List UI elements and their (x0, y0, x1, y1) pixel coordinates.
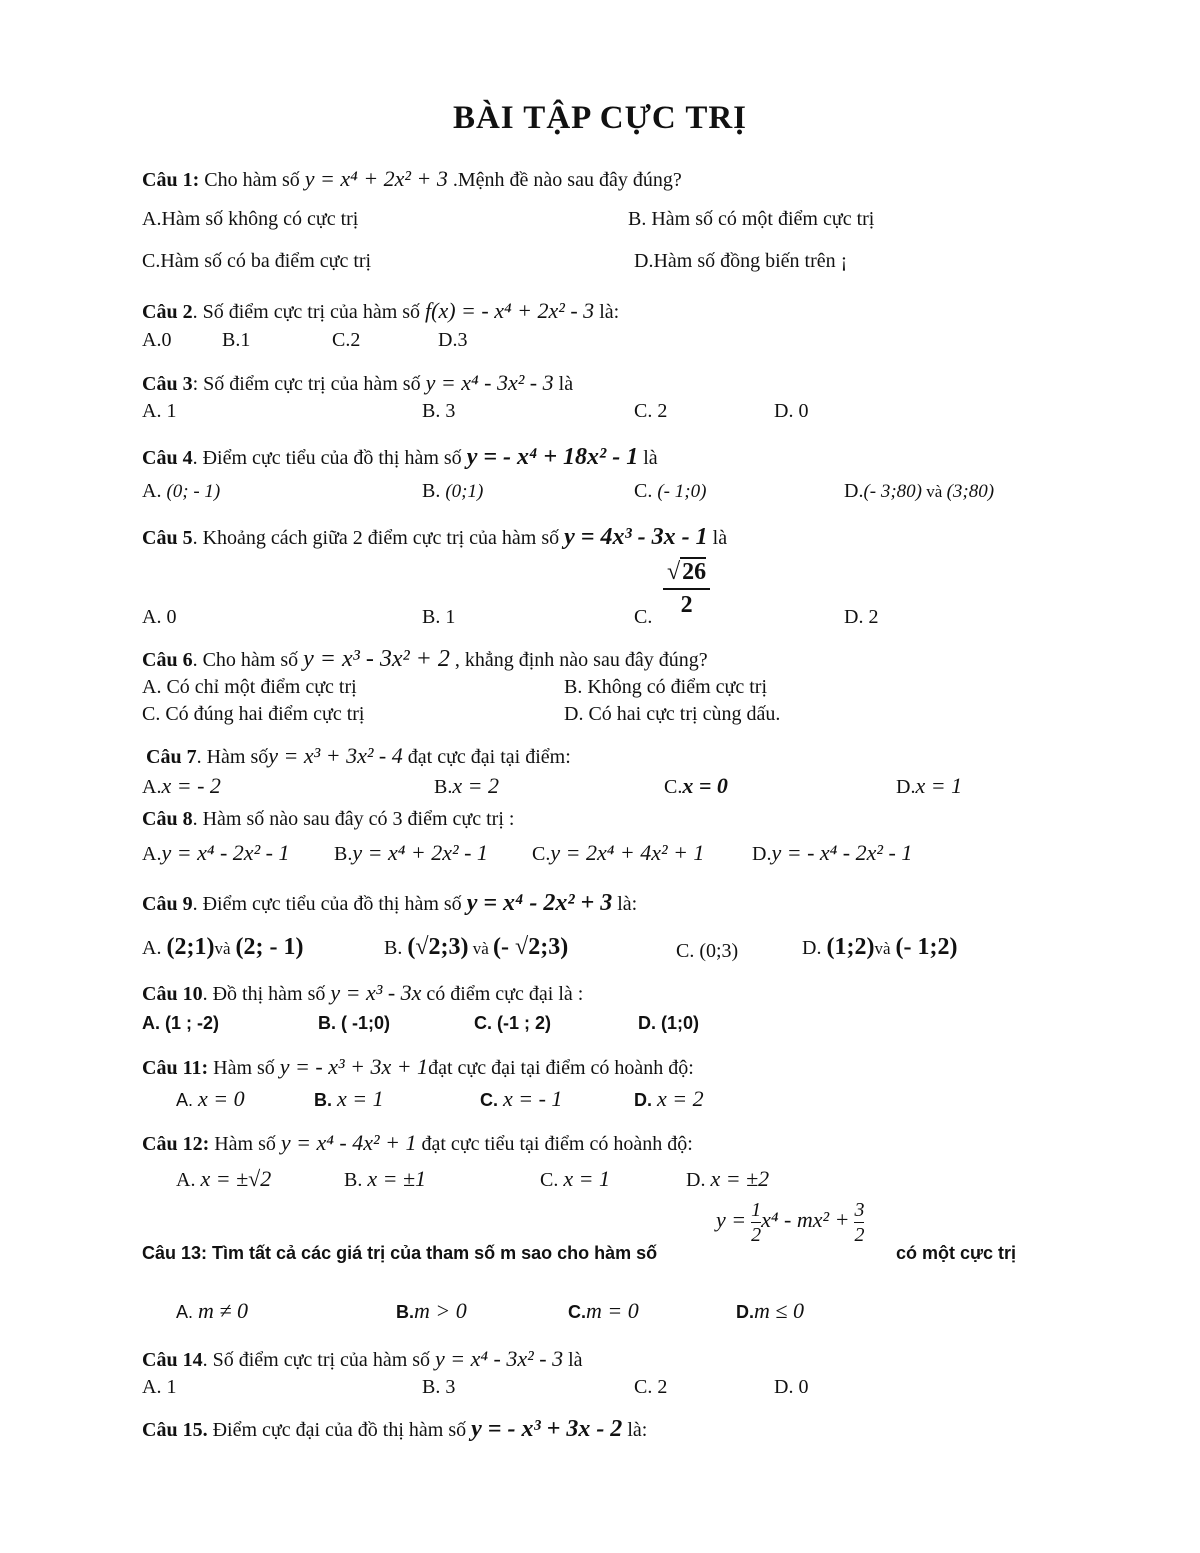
option-c: C. (0;3) (676, 940, 739, 962)
option-d: D.x = 1 (896, 773, 963, 798)
question-10: Câu 10. Đồ thị hàm số y = x³ - 3x có điểm cực đại là : (142, 980, 584, 1005)
option-b: B. x = ±1 (344, 1166, 427, 1191)
option-b: B.y = x⁴ + 2x² - 1 (334, 840, 488, 865)
formula: y = x⁴ - 3x² - 3 (435, 1346, 564, 1371)
option-d: D. (1;2)và (- 1;2) (802, 934, 958, 960)
formula: y = 4x³ - 3x - 1 (564, 524, 708, 550)
option-d: D.y = - x⁴ - 2x² - 1 (752, 840, 913, 865)
option-b: B.m > 0 (396, 1298, 467, 1323)
option-c: C. x = - 1 (480, 1086, 563, 1111)
question-15: Câu 15. Điểm cực đại của đồ thị hàm số y = - x³ + 3x - 2 là: (142, 1416, 648, 1442)
option-d: D. 0 (774, 400, 809, 422)
option-d: D. 0 (774, 1376, 809, 1398)
option-c: C. (634, 606, 653, 628)
option-b: B. (0;1) (422, 480, 484, 502)
option-b: B. 1 (422, 606, 456, 628)
formula: f(x) = - x⁴ + 2x² - 3 (425, 298, 595, 323)
fraction: $\frac{1}{2}$ (751, 1199, 762, 1246)
question-2: Câu 2. Số điểm cực trị của hàm số f(x) = - x⁴ + 2x² - 3 là: (142, 298, 620, 323)
formula: y = - x⁴ + 18x² - 1 (466, 444, 639, 470)
option-a: A. 1 (142, 1376, 177, 1398)
option-d: D.m ≤ 0 (736, 1298, 804, 1323)
formula: y = x⁴ - 2x² + 3 (466, 890, 613, 916)
option-a: A. Có chỉ một điểm cực trị (142, 676, 357, 698)
option-d: D.(- 3;80) và (3;80) (844, 480, 995, 502)
option-b: B.x = 2 (434, 773, 499, 798)
option-c: C. (-1 ; 2) (474, 1013, 552, 1033)
question-9: Câu 9. Điểm cực tiểu của đồ thị hàm số y = x⁴ - 2x² + 3 là: (142, 890, 638, 916)
question-3: Câu 3: Số điểm cực trị của hàm số y = x⁴ - 3x² - 3 là (142, 370, 574, 395)
option-a: A. (2;1)và (2; - 1) (142, 934, 304, 960)
option-b: B. ( -1;0) (318, 1013, 390, 1033)
question-12: Câu 12: Hàm số y = x⁴ - 4x² + 1 đạt cực tiểu tại điểm có hoành độ: (142, 1130, 693, 1155)
page-title: BÀI TẬP CỰC TRỊ (452, 100, 748, 136)
formula: y = x³ - 3x (330, 980, 422, 1005)
option-b: B. (√2;3) và (- √2;3) (384, 934, 569, 960)
option-c: C. x = 1 (540, 1166, 610, 1191)
option-c: C. (- 1;0) (634, 480, 707, 502)
option-c: C.x = 0 (664, 773, 728, 798)
option-a: A.x = - 2 (142, 773, 221, 798)
option-a: A. (1 ; -2) (142, 1013, 220, 1033)
formula: y = x³ + 3x² - 4 (268, 743, 403, 768)
option-d: D. 2 (844, 606, 879, 628)
option-a: A.0 (142, 329, 172, 351)
question-6: Câu 6. Cho hàm số y = x³ - 3x² + 2 , khẳng định nào sau đây đúng? (142, 646, 708, 672)
question-8: Câu 8. Hàm số nào sau đây có 3 điểm cực trị : (142, 808, 515, 830)
option-a: A. x = 0 (176, 1086, 245, 1111)
formula: y = x³ - 3x² + 2 (303, 646, 450, 672)
option-c: C.m = 0 (568, 1298, 639, 1323)
question-14: Câu 14. Số điểm cực trị của hàm số y = x⁴ - 3x² - 3 là (142, 1346, 583, 1371)
option-d: D.Hàm số đồng biến trên ¡ (634, 250, 848, 272)
question-13-tail: có một cực trị (896, 1243, 1017, 1263)
option-b: B. Không có điểm cực trị (564, 676, 768, 698)
option-a: A. (0; - 1) (142, 480, 221, 502)
option-a: A.Hàm số không có cực trị (142, 208, 359, 230)
question-5: Câu 5. Khoảng cách giữa 2 điểm cực trị của hàm số y = 4x³ - 3x - 1 là (142, 524, 728, 550)
formula: y = x⁴ + 2x² + 3 (304, 166, 448, 191)
option-c: C. Có đúng hai điểm cực trị (142, 703, 365, 725)
option-b: B. Hàm số có một điểm cực trị (628, 208, 875, 230)
question-label: Câu 1: (142, 169, 200, 191)
fraction: $\frac{√26}{2}$ (663, 556, 710, 620)
option-c: C.y = 2x⁴ + 4x² + 1 (532, 840, 705, 865)
option-d: D. (1;0) (638, 1013, 700, 1033)
option-d: D. x = 2 (634, 1086, 704, 1111)
option-a: A. m ≠ 0 (176, 1298, 248, 1323)
question-4: Câu 4. Điểm cực tiểu của đồ thị hàm số y = - x⁴ + 18x² - 1 là (142, 444, 658, 470)
question-7: Câu 7. Hàm sốy = x³ + 3x² - 4 đạt cực đại tại điểm: (146, 743, 571, 768)
fraction: $\frac{3}{2}$ (854, 1199, 865, 1246)
option-a: A.y = x⁴ - 2x² - 1 (142, 840, 290, 865)
option-b: B. 3 (422, 1376, 456, 1398)
question-13: Câu 13: Tìm tất cả các giá trị của tham số m sao cho hàm số (142, 1243, 658, 1263)
formula: y = - x³ + 3x - 2 (471, 1416, 623, 1442)
option-a: A. 0 (142, 606, 177, 628)
question-1: Câu 1: Cho hàm số y = x⁴ + 2x² + 3 .Mệnh đề nào sau đây đúng? (142, 166, 682, 191)
question-11: Câu 11: Hàm số y = - x³ + 3x + 1đạt cực đại tại điểm có hoành độ: (142, 1054, 694, 1079)
option-c: C. 2 (634, 400, 668, 422)
option-d: D. x = ±2 (686, 1166, 770, 1191)
option-b: B.1 (222, 329, 251, 351)
option-d: D.3 (438, 329, 468, 351)
formula: y = x⁴ - 4x² + 1 (280, 1130, 417, 1155)
option-c: C.2 (332, 329, 361, 351)
option-a: A. 1 (142, 400, 177, 422)
option-b: B. 3 (422, 400, 456, 422)
option-a: A. x = ±√2 (176, 1166, 272, 1191)
option-c: C.Hàm số có ba điểm cực trị (142, 250, 372, 272)
option-b: B. x = 1 (314, 1086, 384, 1111)
formula: y = - x³ + 3x + 1 (279, 1054, 429, 1079)
formula: y = x⁴ - 3x² - 3 (425, 370, 554, 395)
option-c: C. 2 (634, 1376, 668, 1398)
formula: y = $\frac{1}{2}$ x⁴ - mx² + $\frac{3}{2}$ (716, 1199, 865, 1246)
option-d: D. Có hai cực trị cùng dấu. (564, 703, 781, 725)
